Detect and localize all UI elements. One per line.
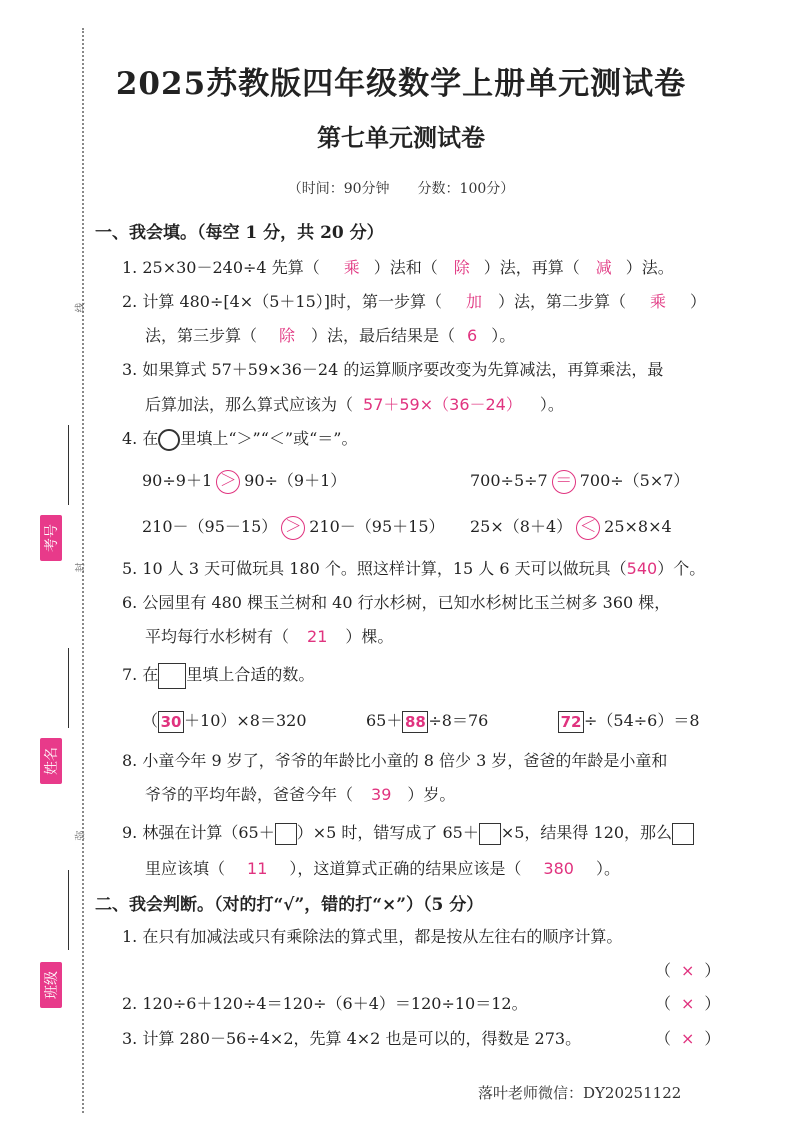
question-6-line1: 6. 公园里有 480 棵玉兰树和 40 行水杉树，已知水杉树比玉兰树多 360 棵，	[122, 593, 671, 612]
answer-2c: 除	[279, 326, 296, 345]
binding-mark-close: 弥	[75, 830, 87, 841]
compare-answer-2: ＝	[552, 470, 576, 494]
question-2-line2: 法，第三步算（ 除 ）法，最后结果是（ 6 ）。	[145, 326, 516, 345]
question-2-line1: 2. 计算 480÷[4×（5＋15）]时，第一步算（ 加 ）法，第二步算（ 乘 ）	[122, 292, 707, 311]
circle-placeholder-icon	[158, 429, 180, 451]
compare-item-1: 90÷9＋1 ＞ 90÷（9＋1）	[142, 468, 346, 494]
question-3-line1: 3. 如果算式 57＋59×36－24 的运算顺序要改变为先算减法，再算乘法，最	[122, 360, 664, 379]
answer-2b: 乘	[650, 292, 667, 311]
square-blank-1-icon	[275, 823, 297, 845]
question-5: 5. 10 人 3 天可做玩具 180 个。照这样计算，15 人 6 天可以做玩具（540）个。	[122, 559, 706, 578]
answer-2d: 6	[467, 326, 478, 345]
page-subtitle: 第七单元测试卷	[317, 123, 485, 152]
fill-answer-1: 30	[158, 711, 184, 733]
fill-item-2: 65＋ 88 ÷8＝76	[366, 711, 489, 731]
question-8-line1: 8. 小童今年 9 岁了，爷爷的年龄比小童的 8 倍少 3 岁，爸爸的年龄是小童和	[122, 751, 668, 770]
compare-answer-3: ＞	[281, 516, 305, 540]
binding-mark-line: 线	[75, 302, 87, 313]
question-7: 7. 在 里填上合适的数。	[122, 662, 314, 689]
name-label: 姓名	[40, 738, 62, 784]
answer-9a: 11	[247, 859, 268, 878]
binding-mark-seal: 封	[75, 562, 87, 573]
compare-item-4: 25×（8＋4） ＜ 25×8×4	[470, 514, 672, 540]
judge-answer-3: ×	[681, 1029, 695, 1048]
answer-1c: 减	[595, 258, 612, 277]
page-title: 2025苏教版四年级数学上册单元测试卷	[115, 66, 687, 102]
fill-item-1: （ 30 ＋10）×8＝320	[142, 711, 307, 731]
section2-heading: 二、我会判断。（对的打“√”，错的打“×”）（5 分）	[95, 895, 484, 915]
compare-answer-4: ＜	[576, 516, 600, 540]
answer-1a: 乘	[343, 258, 360, 277]
compare-item-3: 210－（95－15） ＞ 210－（95＋15）	[142, 514, 445, 540]
judge-answer-1: ×	[681, 961, 695, 980]
fill-item-3: 72 ÷（54÷6）＝8	[558, 708, 700, 733]
judge-item-1-answer: （ × ）	[655, 961, 721, 980]
class-line	[68, 870, 69, 950]
square-blank-2-icon	[479, 823, 501, 845]
judge-item-3-answer: （ × ）	[655, 1029, 721, 1048]
judge-item-3-text: 3. 计算 280－56÷4×2，先算 4×2 也是可以的，得数是 273。	[122, 1029, 582, 1048]
judge-item-1-text: 1. 在只有加减法或只有乘除法的算式里，都是按从左往右的顺序计算。	[122, 927, 623, 946]
footer-contact: 落叶老师微信：DY20251122	[478, 1084, 682, 1102]
time-score-info: （时间：90分钟 分数：100分）	[287, 181, 515, 197]
answer-5: 540	[626, 559, 658, 578]
answer-6: 21	[307, 627, 328, 646]
answer-9b: 380	[543, 859, 574, 878]
answer-1b: 除	[453, 258, 470, 277]
answer-3: 57＋59×（36－24）	[363, 395, 522, 414]
question-4: 4. 在 里填上“＞”“＜”或“＝”。	[122, 426, 357, 451]
question-6-line2: 平均每行水杉树有（ 21 ）棵。	[145, 627, 394, 646]
fill-answer-2: 88	[402, 711, 428, 733]
section1-heading: 一、我会填。（每空 1 分，共 20 分）	[95, 223, 384, 243]
square-blank-3-icon	[672, 823, 694, 845]
judge-item-2-text: 2. 120÷6＋120÷4＝120÷（6＋4）＝120÷10＝12。	[122, 994, 528, 1013]
fill-answer-3: 72	[558, 711, 584, 733]
compare-item-2: 700÷5÷7 ＝ 700÷（5×7）	[470, 468, 689, 494]
class-label: 班级	[40, 962, 62, 1008]
question-8-line2: 爷爷的平均年龄，爸爸今年（ 39 ）岁。	[145, 785, 456, 804]
question-9-line1: 9. 林强在计算（65＋ ）×5 时，错写成了 65＋ ×5，结果得 120，那么	[122, 820, 694, 845]
name-line	[68, 648, 69, 728]
question-3-line2: 后算加法，那么算式应该为（ 57＋59×（36－24） ）。	[145, 395, 564, 414]
answer-8: 39	[371, 785, 392, 804]
answer-2a: 加	[466, 292, 483, 311]
exam-number-label: 考号	[40, 515, 62, 561]
exam-number-line	[68, 425, 69, 505]
question-1: 1. 25×30－240÷4 先算（ 乘 ）法和（ 除 ）法，再算（ 减 ）法。	[122, 258, 674, 277]
judge-item-2-answer: （ × ）	[655, 994, 721, 1013]
judge-answer-2: ×	[681, 994, 695, 1013]
square-placeholder-icon	[158, 663, 186, 689]
question-9-line2: 里应该填（ 11 ），这道算式正确的结果应该是（ 380 ）。	[145, 859, 620, 878]
compare-answer-1: ＞	[216, 470, 240, 494]
